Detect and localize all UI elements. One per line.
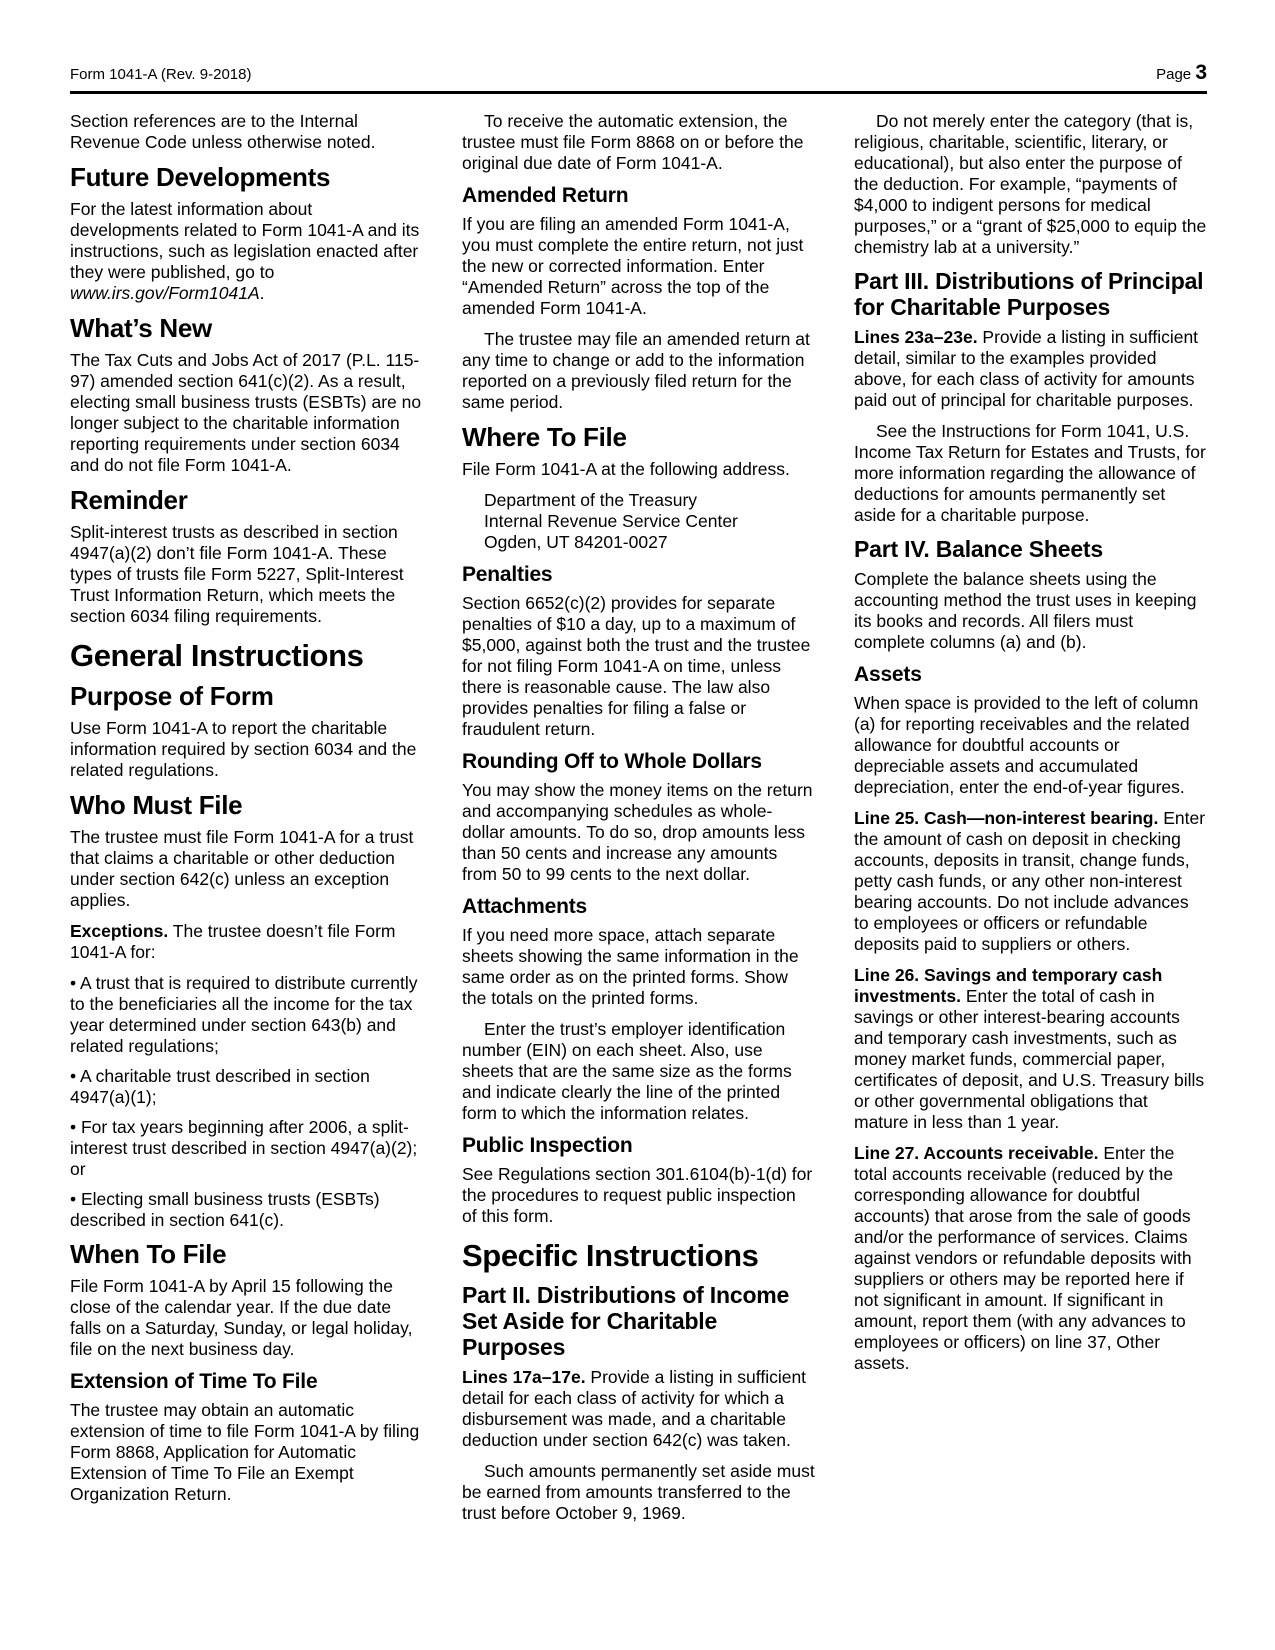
text-segment: If you need more space, attach separate sheets showing the same information in the same order as on the printed forms. Show the totals on the printed forms.	[462, 925, 799, 1008]
heading-what-s-new: What’s New	[70, 313, 212, 343]
heading-assets: Assets	[854, 663, 922, 686]
paragraph	[462, 780, 815, 885]
page-indicator	[1156, 61, 1207, 84]
text-segment: The Tax Cuts and Jobs Act of 2017 (P.L. 115-97) amended section 641(c)(2). As a result, electing small business trusts (ESBTs) are no longer subject to the charitable information reporting requirements under section 6034 and do not file Form 1041-A.	[70, 350, 422, 475]
heading-where-to-file: Where To File	[462, 422, 627, 452]
text-segment: Section references are to the Internal Revenue Code unless otherwise noted.	[70, 111, 376, 152]
text-segment: Enter the total of cash in savings or other interest-bearing accounts and temporary cash investments, such as money market funds, commercial paper, certificates of deposit, and U.S. Treasury bills or other governmental obligations that mature in less than 1 year.	[854, 986, 1205, 1132]
text-segment: • A trust that is required to distribute currently to the beneficiaries all the income for the tax year determined under section 643(b) and related regulations;	[70, 973, 418, 1056]
bold-text-segment: Lines 17a–17e.	[462, 1367, 586, 1387]
text-segment: File Form 1041-A by April 15 following the close of the calendar year. If the due date falls on a Saturday, Sunday, or legal holiday, file on the next business day.	[70, 1276, 413, 1359]
paragraph	[70, 111, 423, 153]
page-number: 3	[1195, 61, 1207, 84]
text-segment: File Form 1041-A at the following address.	[462, 459, 790, 479]
three-column-body	[70, 111, 1207, 1534]
text-segment: • For tax years beginning after 2006, a split-interest trust described in section 4947(a)(2); or	[70, 1117, 418, 1179]
heading-extension-of-time-to-file: Extension of Time To File	[70, 1370, 318, 1393]
text-segment: You may show the money items on the return and accompanying schedules as whole-dollar amounts. To do so, drop amounts less than 50 cents and increase any amounts from 50 to 99 cents to the next dollar.	[462, 780, 813, 884]
heading-reminder: Reminder	[70, 485, 188, 515]
heading-attachments: Attachments	[462, 895, 587, 918]
address-line: Department of the Treasury	[484, 490, 698, 510]
paragraph	[462, 1461, 815, 1524]
text-segment: • Electing small business trusts (ESBTs) described in section 641(c).	[70, 1189, 380, 1230]
text-segment: To receive the automatic extension, the trustee must file Form 8868 on or before the original due date of Form 1041-A.	[462, 111, 804, 173]
page-header	[70, 61, 1207, 84]
address-line: Ogden, UT 84201-0027	[484, 532, 668, 552]
text-segment: See the Instructions for Form 1041, U.S. Income Tax Return for Estates and Trusts, for more information regarding the allowance of deductions for amounts permanently set aside for a charitable purpose.	[854, 421, 1206, 525]
text-segment: Use Form 1041-A to report the charitable information required by section 6034 and the related regulations.	[70, 718, 417, 780]
heading-future-developments: Future Developments	[70, 162, 331, 192]
bold-text-segment: Lines 23a–23e.	[854, 327, 978, 347]
text-segment: If you are filing an amended Form 1041-A, you must complete the entire return, not just the new or corrected information. Enter “Amended Return” across the top of the amended Form 1041-A.	[462, 214, 804, 318]
text-segment: Split-interest trusts as described in section 4947(a)(2) don’t file Form 1041-A. These types of trusts file Form 5227, Split-Interest Trust Information Return, which meets the section 6034 filing requirements.	[70, 522, 404, 626]
text-segment: Provide a listing in sufficient detail for each class of activity for which a disbursement was made, and a charitable deduction under section 642(c) was taken.	[462, 1367, 807, 1450]
heading-penalties: Penalties	[462, 563, 553, 586]
bullet-item	[70, 973, 423, 1057]
paragraph	[462, 593, 815, 740]
paragraph	[462, 329, 815, 413]
text-segment: When space is provided to the left of column (a) for reporting receivables and the related allowance for doubtful accounts or depreciable assets and accumulated depreciation, enter the end-of-year figures.	[854, 693, 1199, 797]
paragraph	[70, 921, 423, 963]
header-rule	[70, 91, 1207, 94]
heading-part-iii-distributions-of-principal-for-charitable-purposes: Part III. Distributions of Principal for Charitable Purposes	[854, 268, 1204, 320]
paragraph	[462, 459, 815, 480]
paragraph	[70, 827, 423, 911]
paragraph	[70, 718, 423, 781]
text-segment: Provide a listing in sufficient detail, similar to the examples provided above, for each class of activity for amounts paid out of principal for charitable purposes.	[854, 327, 1199, 410]
heading-rounding-off-to-whole-dollars: Rounding Off to Whole Dollars	[462, 750, 762, 773]
form-id: Form 1041-A (Rev. 9-2018)	[70, 66, 252, 83]
paragraph	[854, 1143, 1207, 1374]
heading-who-must-file: Who Must File	[70, 790, 243, 820]
mailing-address-block	[484, 490, 815, 553]
paragraph	[70, 522, 423, 627]
heading-general-instructions: General Instructions	[70, 638, 364, 673]
bullet-item	[70, 1117, 423, 1180]
address-line: Internal Revenue Service Center	[484, 511, 738, 531]
text-segment: The trustee may file an amended return at any time to change or add to the information reported on a previously filed return for the same period.	[462, 329, 810, 412]
paragraph	[854, 693, 1207, 798]
text-segment: Enter the total accounts receivable (reduced by the corresponding allowance for doubtful accounts) that arose from the sale of goods and/or the performance of services. Claims against vendors or refundable deposits with suppliers or others may be reported here if not significant in amount. If significant in amount, report them (with any advances to employees or officers) on line 37, Other assets.	[854, 1143, 1192, 1373]
paragraph	[462, 1019, 815, 1124]
text-segment: The trustee doesn’t file Form 1041-A for:	[70, 921, 396, 962]
bullet-item	[70, 1066, 423, 1108]
paragraph	[854, 327, 1207, 411]
bold-text-segment: Line 26. Savings and temporary cash investments.	[854, 965, 1163, 1006]
paragraph	[462, 214, 815, 319]
text-segment: For the latest information about developments related to Form 1041-A and its instructions, such as legislation enacted after they were published, go to	[70, 199, 420, 282]
text-segment: Enter the trust’s employer identification number (EIN) on each sheet. Also, use sheets that are the same size as the forms and indicate clearly the line of the printed form to which the information relates.	[462, 1019, 792, 1123]
paragraph	[462, 925, 815, 1009]
paragraph	[462, 1164, 815, 1227]
paragraph	[462, 111, 815, 174]
italic-text-segment: www.irs.gov/Form1041A	[70, 283, 260, 303]
paragraph	[70, 1400, 423, 1505]
paragraph	[854, 569, 1207, 653]
text-segment: The trustee must file Form 1041-A for a trust that claims a charitable or other deduction under section 642(c) unless an exception applies.	[70, 827, 414, 910]
text-segment: The trustee may obtain an automatic extension of time to file Form 1041-A by filing Form 8868, Application for Automatic Extension of Time To File an Exempt Organization Return.	[70, 1400, 420, 1504]
text-segment: See Regulations section 301.6104(b)-1(d) for the procedures to request public inspection of this form.	[462, 1164, 813, 1226]
text-segment: Do not merely enter the category (that is, religious, charitable, scientific, literary, or educational), but also enter the purpose of the deduction. For example, “payments of $4,000 to indigent persons for medical purposes,” or a “grant of $25,000 to equip the chemistry lab at a university.”	[854, 111, 1207, 257]
heading-specific-instructions: Specific Instructions	[462, 1238, 759, 1273]
text-segment: Section 6652(c)(2) provides for separate penalties of $10 a day, up to a maximum of $5,000, against both the trust and the trustee for not filing Form 1041-A on time, unless there is reasonable cause. The law also provides penalties for filing a false or fraudulent return.	[462, 593, 811, 739]
paragraph	[854, 111, 1207, 258]
text-segment: .	[259, 283, 265, 303]
paragraph	[70, 350, 423, 476]
paragraph	[70, 199, 423, 304]
heading-when-to-file: When To File	[70, 1239, 227, 1269]
bullet-item	[70, 1189, 423, 1231]
heading-purpose-of-form: Purpose of Form	[70, 681, 274, 711]
paragraph	[854, 965, 1207, 1133]
bold-text-segment: Line 25. Cash—non-interest bearing.	[854, 808, 1159, 828]
paragraph	[854, 421, 1207, 526]
text-segment: • A charitable trust described in section 4947(a)(1);	[70, 1066, 370, 1107]
bold-text-segment: Line 27. Accounts receivable.	[854, 1143, 1099, 1163]
column-2	[462, 111, 815, 1534]
heading-part-ii-distributions-of-income-set-aside-for-charitable-purposes: Part II. Distributions of Income Set Aside for Charitable Purposes	[462, 1282, 790, 1360]
text-segment: Complete the balance sheets using the accounting method the trust uses in keeping its books and records. All filers must complete columns (a) and (b).	[854, 569, 1197, 652]
paragraph	[462, 1367, 815, 1451]
bold-text-segment: Exceptions.	[70, 921, 169, 941]
column-3	[854, 111, 1207, 1534]
heading-amended-return: Amended Return	[462, 184, 629, 207]
text-segment: Such amounts permanently set aside must be earned from amounts transferred to the trust before October 9, 1969.	[462, 1461, 815, 1523]
paragraph	[70, 1276, 423, 1360]
column-1	[70, 111, 423, 1534]
paragraph	[854, 808, 1207, 955]
page-label: Page	[1156, 66, 1192, 83]
text-segment: Enter the amount of cash on deposit in checking accounts, deposits in transit, change funds, petty cash funds, or any other non-interest bearing accounts. Do not include advances to employees or officers or refundable deposits paid to suppliers or others.	[854, 808, 1206, 954]
heading-part-iv-balance-sheets: Part IV. Balance Sheets	[854, 536, 1103, 562]
heading-public-inspection: Public Inspection	[462, 1134, 633, 1157]
